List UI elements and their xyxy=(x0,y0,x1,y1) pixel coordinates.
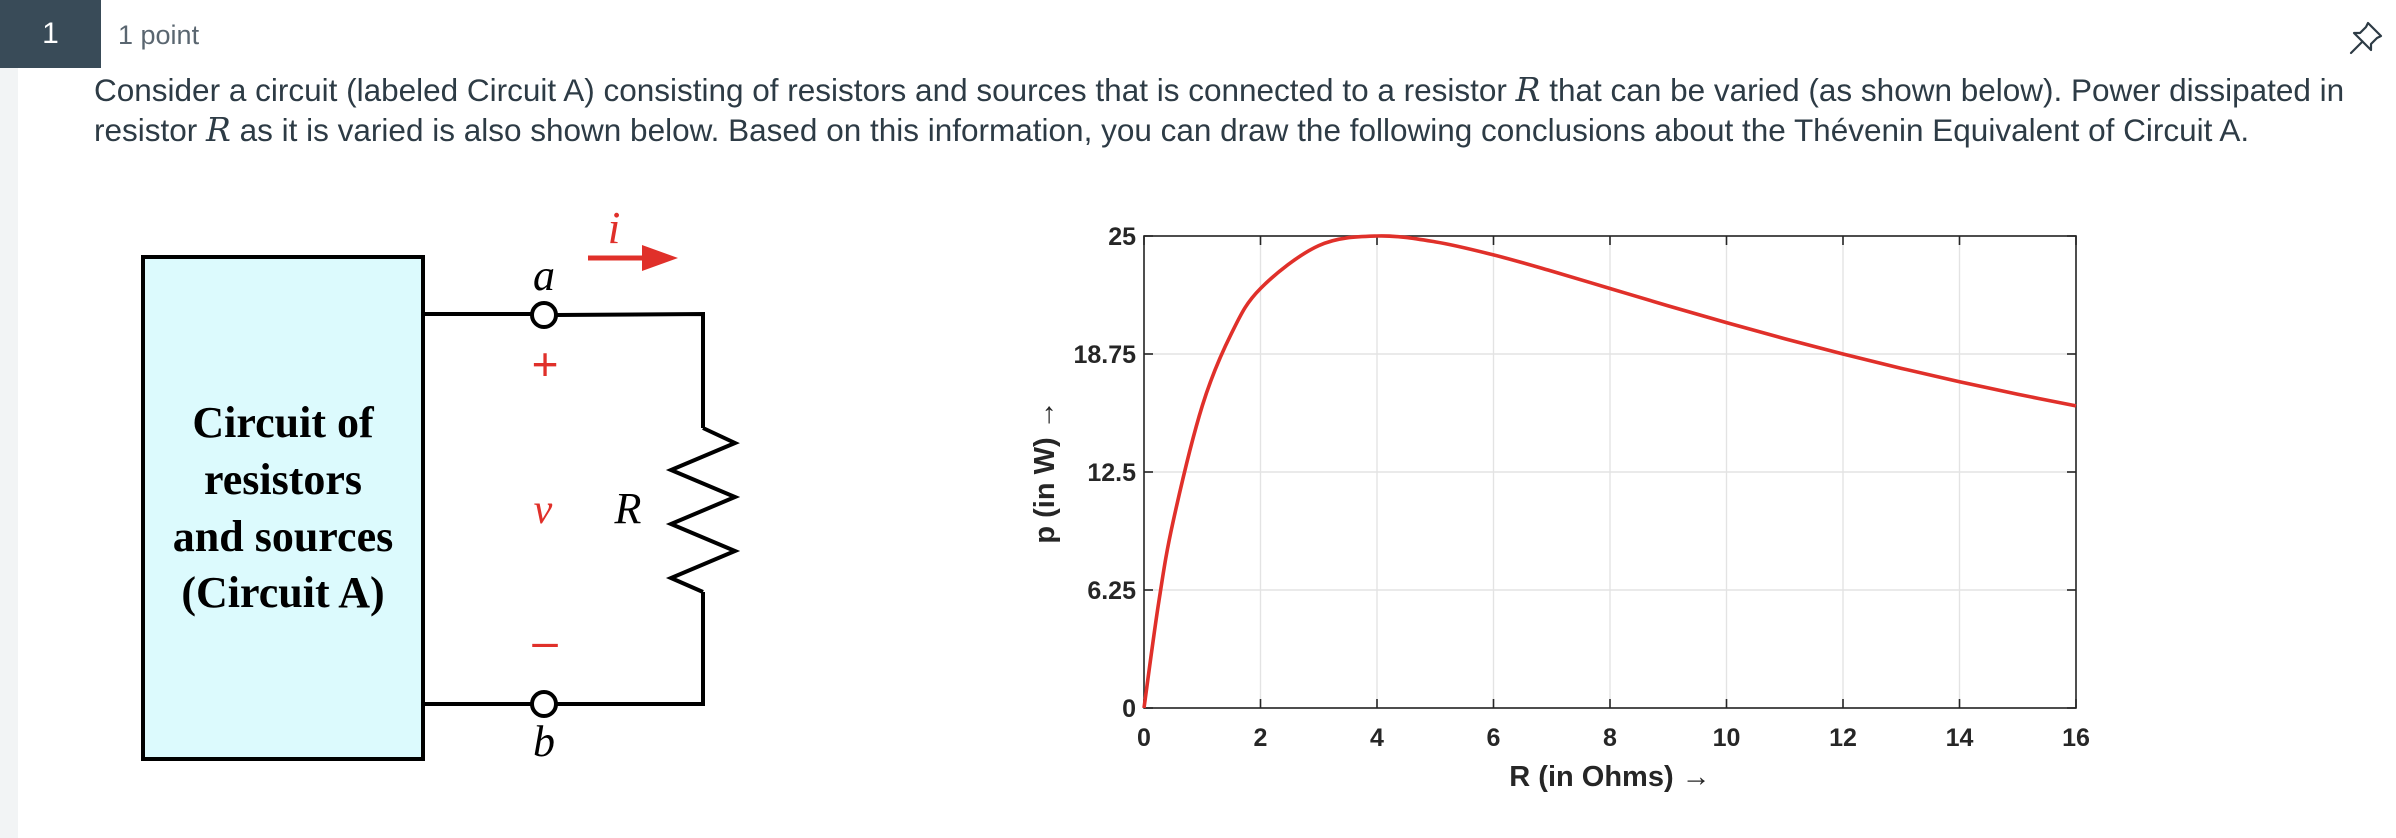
y-tick-label: 6.25 xyxy=(1087,577,1136,605)
question-text-part: as it is varied is also shown below. Based on this information, you can draw the following conclusions about the Thévenin Equivalent of Circuit A. xyxy=(230,112,2250,148)
x-tick-label: 14 xyxy=(1945,724,1974,752)
y-tick-label: 0 xyxy=(1122,695,1136,723)
current-label: i xyxy=(607,202,621,253)
resistor-variable: R xyxy=(1515,70,1541,109)
x-tick-label: 4 xyxy=(1370,724,1384,752)
x-tick-label: 6 xyxy=(1486,724,1501,752)
resistor-symbol xyxy=(671,428,735,592)
resistor-variable: R xyxy=(206,110,231,149)
wire-top xyxy=(423,314,703,428)
power-chart xyxy=(1029,223,2090,793)
plus-sign: + xyxy=(531,338,559,390)
circuit-diagram xyxy=(143,202,735,766)
wire-bottom xyxy=(423,592,703,704)
question-text-part: that can be varied (as shown below). Power dissipated in resistor xyxy=(94,72,2345,148)
y-tick-label: 25 xyxy=(1108,223,1136,251)
node-a-label: a xyxy=(533,251,555,300)
y-axis-label: p (in W) → xyxy=(1029,400,1061,544)
question-points: 1 point xyxy=(118,20,200,50)
x-tick-label: 0 xyxy=(1137,724,1151,752)
x-tick-label: 2 xyxy=(1253,724,1268,752)
x-tick-label: 12 xyxy=(1829,724,1857,752)
terminal-a xyxy=(532,303,556,327)
circuit-box-line: and sources xyxy=(172,512,394,561)
x-tick-label: 8 xyxy=(1603,724,1617,752)
circuit-box-line: Circuit of xyxy=(192,398,374,447)
terminal-b xyxy=(532,692,556,716)
question-text-part: Consider a circuit (labeled Circuit A) consisting of resistors and sources that is connected to a resistor xyxy=(94,72,1516,108)
question-number: 1 xyxy=(0,0,101,68)
x-tick-label: 10 xyxy=(1712,724,1741,752)
x-tick-label: 16 xyxy=(2062,724,2090,752)
x-axis-label: R (in Ohms) → xyxy=(1509,761,1711,793)
y-tick-label: 18.75 xyxy=(1073,341,1136,369)
circuit-box-line: (Circuit A) xyxy=(181,568,385,617)
voltage-label: v xyxy=(533,487,553,533)
resistor-label: R xyxy=(614,484,642,533)
circuit-a-box xyxy=(143,257,423,759)
node-b-label: b xyxy=(533,717,555,766)
y-tick-label: 12.5 xyxy=(1087,459,1136,487)
minus-sign: – xyxy=(532,615,558,667)
current-arrow xyxy=(588,245,678,271)
circuit-box-line: resistors xyxy=(203,455,363,504)
